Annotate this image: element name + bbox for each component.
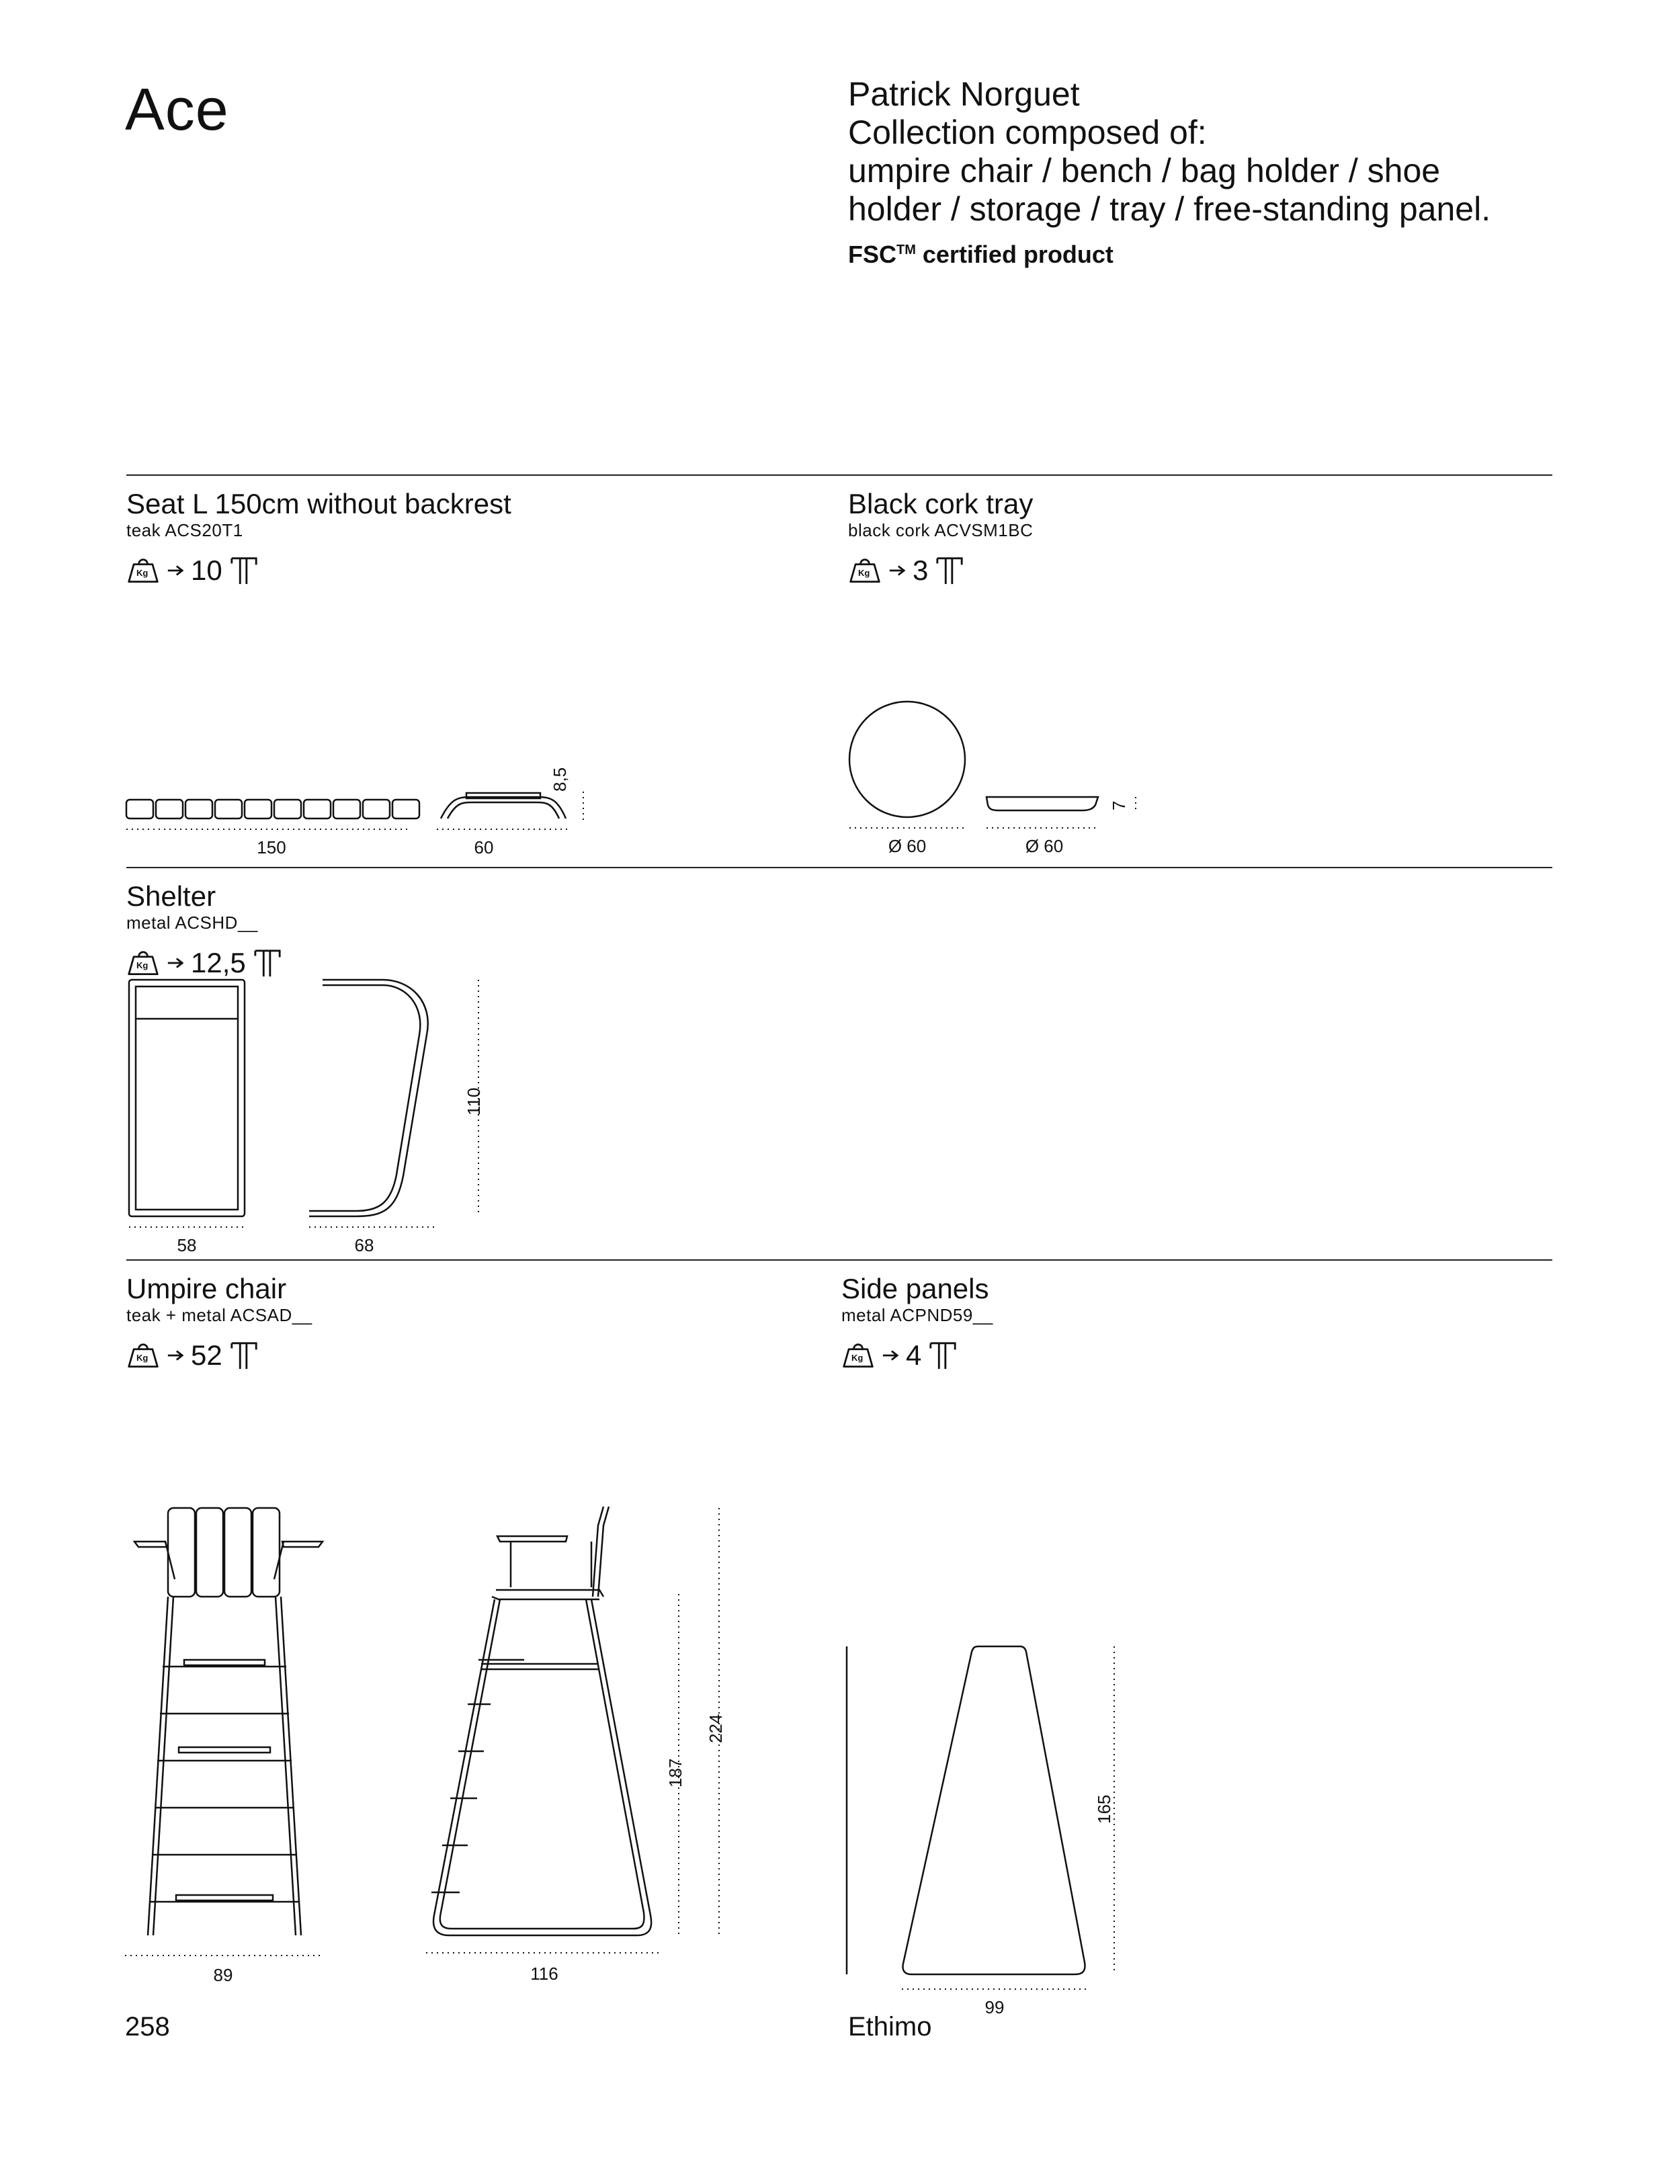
tray-side-view: [986, 797, 1098, 810]
seat-side-view: [441, 793, 566, 818]
packaging-icon: [928, 1340, 958, 1371]
shelter-side-view: [309, 980, 428, 1216]
dimension-height-110: [464, 1088, 485, 1116]
weight-value: 12,5: [191, 947, 246, 978]
shelter-section: [126, 880, 282, 983]
page-number: 258: [125, 2012, 170, 2042]
kg-label: Kg: [136, 1353, 149, 1363]
fsc-suffix: certified product: [915, 241, 1114, 268]
product-code: metal ACSHD__: [126, 913, 258, 933]
page-title: Ace: [125, 76, 229, 142]
weight-row: [126, 1335, 312, 1376]
product-code: black cork ACVSM1BC: [848, 520, 1034, 540]
arrow-right-icon: [167, 1349, 184, 1362]
dimension-seat-height-187: [665, 1759, 686, 1788]
kg-weight-icon: [126, 949, 160, 977]
dimension-length: 150: [257, 837, 286, 857]
weight-value: 4: [906, 1339, 922, 1371]
tray-section: [848, 488, 1033, 591]
product-name: Shelter: [126, 880, 216, 912]
dimension-diameter-side: Ø 60: [1025, 836, 1064, 856]
kg-weight-icon: [126, 1341, 160, 1370]
product-name: Seat L 150cm without backrest: [126, 488, 511, 519]
product-name: Umpire chair: [126, 1273, 287, 1304]
product-code: teak + metal ACSAD__: [126, 1305, 312, 1325]
umpire-chair-section: [126, 1273, 312, 1376]
section-divider: [126, 867, 1552, 868]
collection-line: Collection composed of:: [848, 114, 1207, 151]
dimension-height: 110: [464, 1087, 484, 1116]
weight-row: [126, 550, 511, 591]
dimension-seat-height: 187: [665, 1758, 685, 1788]
dimension-width: 99: [984, 1997, 1005, 2017]
weight-value: 3: [913, 554, 929, 586]
product-code: metal ACPND59__: [841, 1305, 993, 1325]
designer-block: [848, 75, 1490, 269]
side-panel-front-view: [903, 1646, 1085, 1974]
dimension-depth: 116: [530, 1964, 558, 1984]
weight-value: 10: [191, 554, 222, 586]
kg-label: Kg: [136, 960, 149, 970]
side-panel-drawing: [840, 1640, 1136, 2016]
dimension-height-7: [1109, 801, 1130, 810]
designer-name: Patrick Norguet: [848, 75, 1080, 113]
collection-items-line-1: umpire chair / bench / bag holder / shoe: [848, 152, 1441, 190]
seat-section: [126, 488, 511, 591]
fsc-prefix: FSC: [848, 241, 896, 268]
section-divider: [126, 474, 1552, 476]
packaging-icon: [935, 555, 964, 586]
weight-row: [848, 550, 1033, 591]
dimension-depth: 60: [474, 837, 494, 857]
side-panels-section: [841, 1273, 993, 1376]
kg-label: Kg: [136, 568, 149, 578]
seat-front-view: [126, 800, 419, 818]
tray-drawing: [840, 699, 1149, 860]
brand-name: Ethimo: [848, 2012, 932, 2042]
dimension-height: 8,5: [550, 767, 570, 792]
umpire-chair-side-view: [417, 1499, 732, 1989]
dimension-height-8-5: [550, 767, 571, 792]
shelter-front-view: [129, 980, 245, 1216]
umpire-chair-front-view: [114, 1499, 343, 1989]
weight-value: 52: [191, 1339, 222, 1371]
section-divider: [126, 1259, 1552, 1261]
dimension-height: 165: [1094, 1794, 1114, 1824]
shelter-drawing: [121, 974, 497, 1255]
arrow-right-icon: [167, 956, 184, 970]
product-name: Side panels: [841, 1273, 989, 1304]
dimension-width: 89: [213, 1965, 233, 1985]
weight-row: [841, 1335, 993, 1376]
arrow-right-icon: [167, 564, 184, 577]
kg-weight-icon: [126, 556, 160, 585]
dimension-height: 224: [706, 1714, 726, 1743]
product-code: teak ACS20T1: [126, 520, 243, 540]
seat-drawing: [121, 786, 585, 860]
packaging-icon: [229, 555, 259, 586]
dimension-depth: 68: [354, 1235, 374, 1255]
product-name: Black cork tray: [848, 488, 1034, 519]
arrow-right-icon: [882, 1349, 899, 1362]
arrow-right-icon: [888, 564, 906, 577]
fsc-tm: TM: [896, 243, 916, 257]
dimension-width: 58: [177, 1235, 197, 1255]
dimension-height: 7: [1109, 800, 1129, 810]
dimension-height-224: [706, 1714, 726, 1743]
collection-items-line-2: holder / storage / tray / free-standing panel.: [848, 190, 1491, 228]
kg-weight-icon: [841, 1341, 875, 1370]
tray-top-view: [849, 702, 965, 817]
dimension-height-165: [1094, 1795, 1115, 1824]
dimension-diameter: Ø 60: [888, 836, 927, 856]
fsc-certification: [848, 241, 1490, 269]
kg-label: Kg: [858, 568, 870, 578]
kg-weight-icon: [848, 556, 882, 585]
packaging-icon: [229, 1340, 259, 1371]
kg-label: Kg: [851, 1353, 864, 1363]
